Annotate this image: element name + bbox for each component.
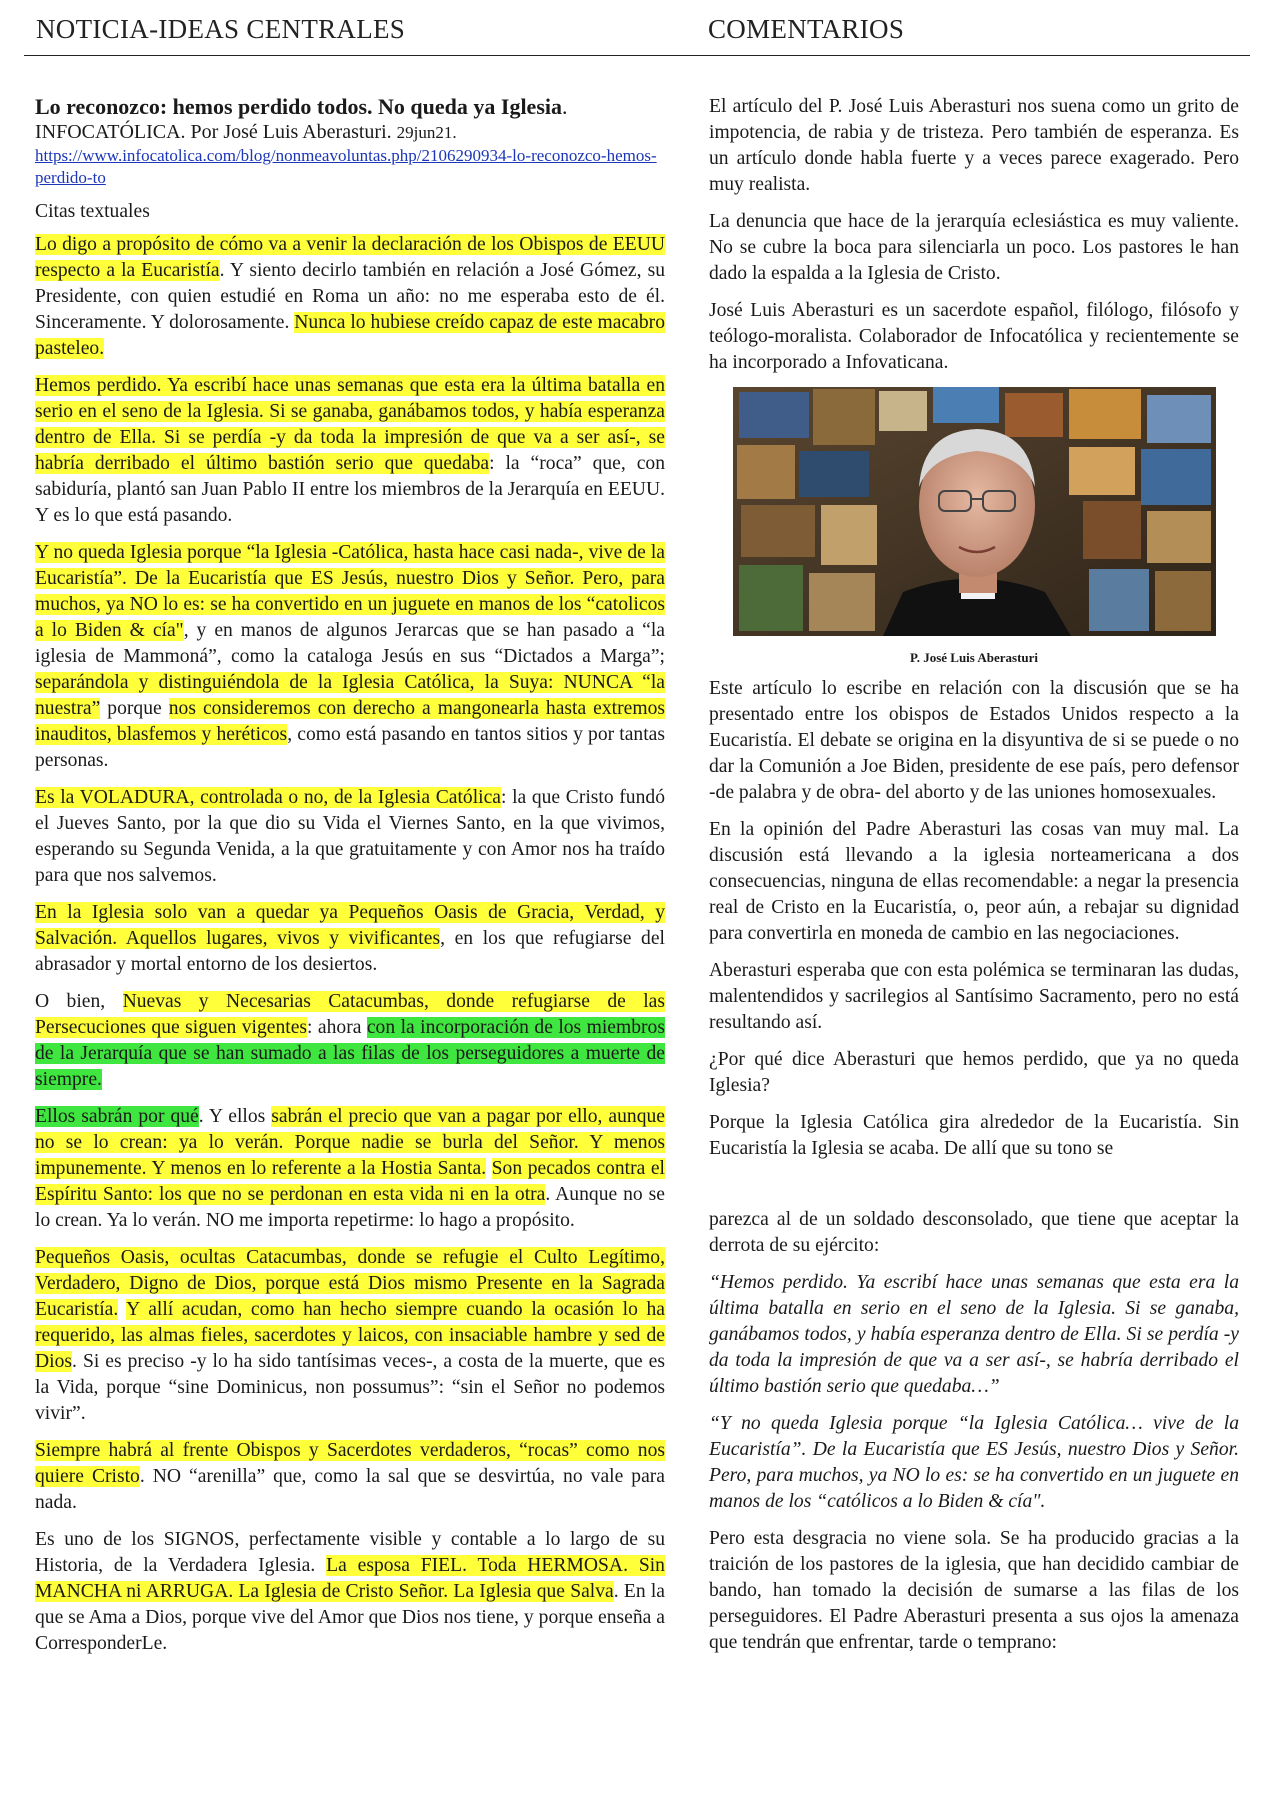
text-segment: Siempre habrá al frente Obispos y Sacerdotes verdaderos, “rocas” como nos quiere Cristo — [35, 1440, 665, 1487]
text-segment: Pequeños Oasis, ocultas Catacumbas, donde se refugie el Culto Legítimo, Verdadero, Digno de Dios, porque está Dios mismo Presente en la Sagrada Eucaristía. — [35, 1247, 665, 1320]
text-segment: . Aunque no se lo crean. Ya lo verán. NO me importa repetirme: lo hago a propósito. — [35, 1184, 665, 1231]
citas-label: Citas textuales — [35, 201, 150, 222]
comment-paragraph: ¿Por qué dice Aberasturi que hemos perdido, que ya no queda Iglesia? — [709, 1049, 1239, 1096]
text-segment: con la incorporación de los miembros de la Jerarquía que se han sumado a las filas de los perseguidores a muerte de siempre. — [35, 1017, 665, 1090]
comment-paragraph: Aberasturi esperaba que con esta polémica se terminaran las dudas, malentendidos y sacrilegios al Santísimo Sacramento, pero no está resultando así. — [709, 960, 1239, 1033]
text-segment: , en los que refugiarse del abrasador y mortal entorno de los desiertos. — [35, 928, 665, 975]
text-segment: : la que Cristo fundó el Jueves Santo, por la que dio su Vida el Viernes Santo, en la que vivimos, esperando su Segunda Venida, a la que gratuitamente y con Amor nos ha traído para que nos salvemos. — [35, 787, 665, 886]
left-paragraph — [35, 1438, 665, 1516]
text-segment: . Y ellos — [198, 1106, 272, 1127]
left-paragraph — [35, 540, 665, 774]
article-title-text: Lo reconozco: hemos perdido todos. No queda ya Iglesia — [35, 94, 562, 119]
text-segment: . Y siento decirlo también en relación a José Gómez, su Presidente, con quien estudié en Roma un año: no me esperaba esto de él. Sinceramente. Y dolorosamente. — [35, 260, 666, 333]
left-paragraph — [35, 1104, 665, 1234]
left-paragraph — [35, 373, 665, 529]
text-segment: Es uno de los SIGNOS, perfectamente visible y contable a lo largo de su Historia, de la Verdadera Iglesia. — [35, 1529, 665, 1576]
left-paragraph — [35, 1527, 665, 1657]
author-photo — [733, 387, 1216, 636]
article-title-end: . — [562, 94, 568, 119]
comment-paragraph: El artículo del P. José Luis Aberasturi nos suena como un grito de impotencia, de rabia y de tristeza. Pero también de esperanza. Es un artículo donde habla fuerte y a veces parece exagerado. Pero muy realista. — [709, 96, 1239, 195]
text-segment — [486, 1158, 492, 1179]
text-segment: . NO “arenilla” que, como la sal que se desvirtúa, no vale para nada. — [35, 1466, 665, 1513]
left-paragraph — [35, 989, 665, 1093]
left-column — [35, 94, 665, 1668]
text-segment: , y en manos de algunos Jerarcas que se han pasado a “la iglesia de Mammoná”, como la cataloga Jesús en sus “Dictados a Marga”; — [35, 620, 665, 667]
text-segment: Ellos sabrán por qué — [35, 1106, 199, 1127]
text-segment: sabrán el precio que van a pagar por ello, aunque no se lo crean: ya lo verán. Porque nadie se burla del Señor. Y menos impunemente. Y menos en lo referente a la Hostia Santa. — [35, 1106, 665, 1179]
text-segment: Y no queda Iglesia porque “la Iglesia -Católica, hasta hace casi nada-, vive de la Eucaristía”. De la Eucaristía que ES Jesús, nuestro Dios y Señor. Pero, para muchos, ya NO lo es: se ha convertido en un juguete en manos de los “catolicos a lo Biden & cía" — [35, 542, 665, 641]
comment-paragraph: José Luis Aberasturi es un sacerdote español, filólogo, filósofo y teólogo-moralista. Colaborador de Infocatólica y recientemente se ha incorporado a Infovaticana. — [709, 300, 1239, 373]
text-segment: Nunca lo hubiese creído capaz de este macabro pasteleo. — [35, 312, 665, 359]
text-segment: La esposa FIEL. Toda HERMOSA. Sin MANCHA ni ARRUGA. La Iglesia de Cristo Señor. La Iglesia que Salva — [35, 1555, 665, 1602]
article-link[interactable]: https://www.infocatolica.com/blog/nonmeavoluntas.php/2106290934-lo-reconozco-hemos-perdido-to — [35, 146, 657, 187]
article-source-text: INFOCATÓLICA. Por José Luis Aberasturi. — [35, 121, 392, 143]
right-column — [709, 94, 1239, 1667]
text-segment: separándola y distinguiéndola de la Iglesia Católica, la Suya: NUNCA “la nuestra” — [35, 672, 665, 719]
header-left-title: NOTICIA-IDEAS CENTRALES — [36, 14, 406, 44]
text-segment: O bien, — [35, 991, 123, 1012]
text-segment: Nuevas y Necesarias Catacumbas, donde refugiarse de las Persecuciones que siguen vigentes — [35, 991, 665, 1038]
text-segment: Hemos perdido. Ya escribí hace unas semanas que esta era la última batalla en serio en el seno de la Iglesia. Si se ganaba, ganábamos todos, y había esperanza dentro de Ella. Si se perdía -y da toda la impresión de que va a ser así-, se habría derribado el último bastión serio que quedaba — [35, 375, 665, 474]
header-divider — [24, 55, 1250, 56]
text-segment: , como está pasando en tantos sitios y por tantas personas. — [35, 724, 665, 771]
left-paragraph — [35, 900, 665, 978]
article-source — [35, 120, 665, 145]
text-segment: : ahora — [307, 1017, 367, 1038]
left-paragraph — [35, 785, 665, 889]
comment-paragraph: En la opinión del Padre Aberasturi las cosas van muy mal. La discusión está llevando a la iglesia norteamericana a dos consecuencias, ninguna de ellas recomendable: a negar la presencia real de Cristo en la Eucaristía, o, peor aún, a rebajar su dignidad para convertirla en moneda de cambio en las negociaciones. — [709, 819, 1239, 944]
text-segment: En la Iglesia solo van a quedar ya Pequeños Oasis de Gracia, Verdad, y Salvación. Aquellos lugares, vivos y vivificantes — [35, 902, 665, 949]
comment-paragraph: Este artículo lo escribe en relación con la discusión que se ha presentado entre los obispos de Estados Unidos respecto a la Eucaristía. El debate se origina en la disyuntiva de si se puede o no dar la Comunión a Joe Biden, presidente de ese país, pero defensor -de palabra y de obra- del aborto y de las uniones homosexuales. — [709, 678, 1239, 803]
comment-paragraph: Pero esta desgracia no viene sola. Se ha producido gracias a la traición de los pastores de la iglesia, que han decidido cambiar de bando, han tomado la decisión de sumarse a las filas de los perseguidores. El Padre Aberasturi presenta a sus ojos la amenaza que tendrán que enfrentar, tarde o temprano: — [709, 1528, 1239, 1653]
left-paragraph — [35, 1245, 665, 1427]
text-segment: Y allí acudan, como han hecho siempre cuando la ocasión lo ha requerido, las almas fieles, sacerdotes y laicos, con insaciable hambre y sed de Dios — [35, 1299, 666, 1372]
text-segment: Son pecados contra el Espíritu Santo: los que no se perdonan en esta vida ni en la otra — [35, 1158, 665, 1205]
header-right-title: COMENTARIOS — [708, 14, 905, 44]
quote-paragraph: “Hemos perdido. Ya escribí hace unas semanas que esta era la última batalla en serio en el seno de la Iglesia. Si se ganaba, ganábamos todos, y había esperanza dentro de Ella. Si se perdía -y da toda la impresión de que va a ser así-, se habría derribado el último bastión serio que quedaba…” — [709, 1272, 1239, 1397]
comment-paragraph: La denuncia que hace de la jerarquía eclesiástica es muy valiente. No se cubre la boca para silenciarla un poco. Los pastores le han dado la espalda a la Iglesia de Cristo. — [709, 211, 1239, 284]
article-title — [35, 94, 665, 120]
comment-paragraph: parezca al de un soldado desconsolado, que tiene que aceptar la derrota de su ejército: — [709, 1209, 1239, 1256]
text-segment — [118, 1299, 126, 1320]
text-segment: Lo digo a propósito de cómo va a venir la declaración de los Obispos de EEUU respecto a la Eucaristía — [35, 234, 665, 281]
quote-paragraph: “Y no queda Iglesia porque “la Iglesia Católica… vive de la Eucaristía”. De la Eucaristía que ES Jesús, nuestro Dios y Señor. Pero, para muchos, ya NO lo es: se ha convertido en un juguete en manos de los “católicos a lo Biden & cía". — [709, 1413, 1239, 1512]
text-segment: . Si es preciso -y lo ha sido tantísimas veces-, a costa de la muerte, que es la Vida, porque “sine Dominicus, non possumus”: “sin el Señor no podemos vivir”. — [35, 1351, 665, 1424]
comment-paragraph: Porque la Iglesia Católica gira alrededor de la Eucaristía. Sin Eucaristía la Iglesia se acaba. De allí que su tono se — [709, 1112, 1239, 1159]
text-segment: nos consideremos con derecho a mangonearla hasta extremos inauditos, blasfemos y heréticos — [35, 698, 665, 745]
article-date: 29jun21. — [396, 123, 457, 142]
text-segment: porque — [100, 698, 169, 719]
left-paragraph — [35, 232, 665, 362]
text-segment: . En la que se Ama a Dios, porque vive del Amor que Dios nos tiene, y porque enseña a CorresponderLe. — [35, 1581, 665, 1654]
photo-caption: P. José Luis Aberasturi — [909, 650, 1039, 665]
text-segment: Es la VOLADURA, controlada o no, de la Iglesia Católica — [35, 787, 501, 808]
page-break-gap — [709, 1173, 1239, 1207]
text-segment: : la “roca” que, con sabiduría, plantó san Juan Pablo II entre los miembros de la Jerarquía en EEUU. Y es lo que está pasando. — [35, 453, 665, 526]
